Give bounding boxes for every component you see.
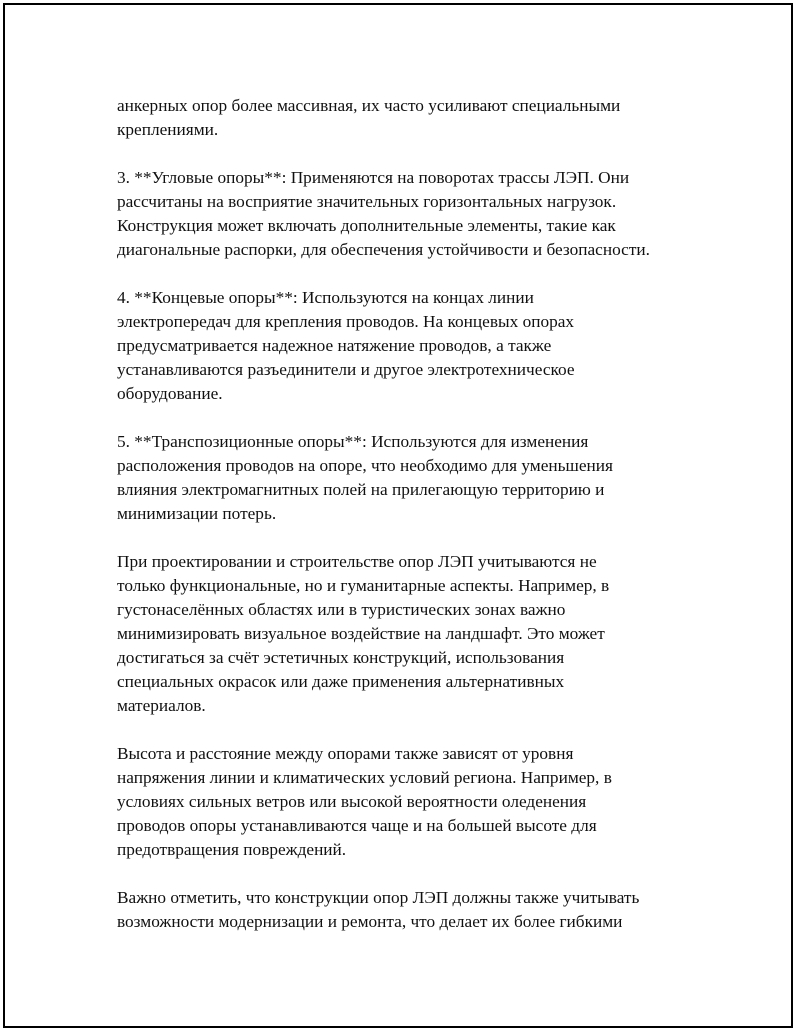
text-line: влияния электромагнитных полей на прилегающую территорию и bbox=[117, 480, 605, 499]
paragraph-7 bbox=[117, 886, 697, 934]
text-line: Важно отметить, что конструкции опор ЛЭП должны также учитывать bbox=[117, 888, 640, 907]
text-line: При проектировании и строительстве опор ЛЭП учитываются не bbox=[117, 552, 597, 571]
text-line: устанавливаются разъединители и другое электротехническое bbox=[117, 360, 575, 379]
text-line: 4. **Концевые опоры**: Используются на концах линии bbox=[117, 288, 534, 307]
text-line: креплениями. bbox=[117, 120, 219, 139]
text-line: расположения проводов на опоре, что необходимо для уменьшения bbox=[117, 456, 613, 475]
text-line: оборудование. bbox=[117, 384, 223, 403]
text-line: 3. **Угловые опоры**: Применяются на поворотах трассы ЛЭП. Они bbox=[117, 168, 630, 187]
text-line: условиях сильных ветров или высокой вероятности оледенения bbox=[117, 792, 587, 811]
text-line: возможности модернизации и ремонта, что делает их более гибкими bbox=[117, 912, 623, 931]
text-line: Конструкция может включать дополнительные элементы, такие как bbox=[117, 216, 616, 235]
paragraph-3 bbox=[117, 286, 697, 406]
text-line: предотвращения повреждений. bbox=[117, 840, 347, 859]
text-line: минимизации потерь. bbox=[117, 504, 277, 523]
paragraph-5 bbox=[117, 550, 697, 718]
text-line: проводов опоры устанавливаются чаще и на большей высоте для bbox=[117, 816, 597, 835]
text-line: густонаселённых областях или в туристических зонах важно bbox=[117, 600, 566, 619]
text-line: напряжения линии и климатических условий региона. Например, в bbox=[117, 768, 612, 787]
text-line: достигаться за счёт эстетичных конструкций, использования bbox=[117, 648, 565, 667]
paragraph-6 bbox=[117, 742, 697, 862]
text-line: специальных окрасок или даже применения альтернативных bbox=[117, 672, 565, 691]
text-line: 5. **Транспозиционные опоры**: Используются для изменения bbox=[117, 432, 589, 451]
text-line: анкерных опор более массивная, их часто усиливают специальными bbox=[117, 96, 621, 115]
text-line: предусматривается надежное натяжение проводов, а также bbox=[117, 336, 552, 355]
text-line: минимизировать визуальное воздействие на ландшафт. Это может bbox=[117, 624, 605, 643]
paragraph-1 bbox=[117, 94, 697, 142]
text-line: электропередач для крепления проводов. На концевых опорах bbox=[117, 312, 575, 331]
text-line: диагональные распорки, для обеспечения устойчивости и безопасности. bbox=[117, 240, 650, 259]
text-line: Высота и расстояние между опорами также зависят от уровня bbox=[117, 744, 574, 763]
text-line: только функциональные, но и гуманитарные аспекты. Например, в bbox=[117, 576, 610, 595]
text-line: рассчитаны на восприятие значительных горизонтальных нагрузок. bbox=[117, 192, 617, 211]
paragraph-2 bbox=[117, 166, 697, 262]
text-line: материалов. bbox=[117, 696, 206, 715]
paragraph-4 bbox=[117, 430, 697, 526]
document-body bbox=[117, 94, 697, 958]
